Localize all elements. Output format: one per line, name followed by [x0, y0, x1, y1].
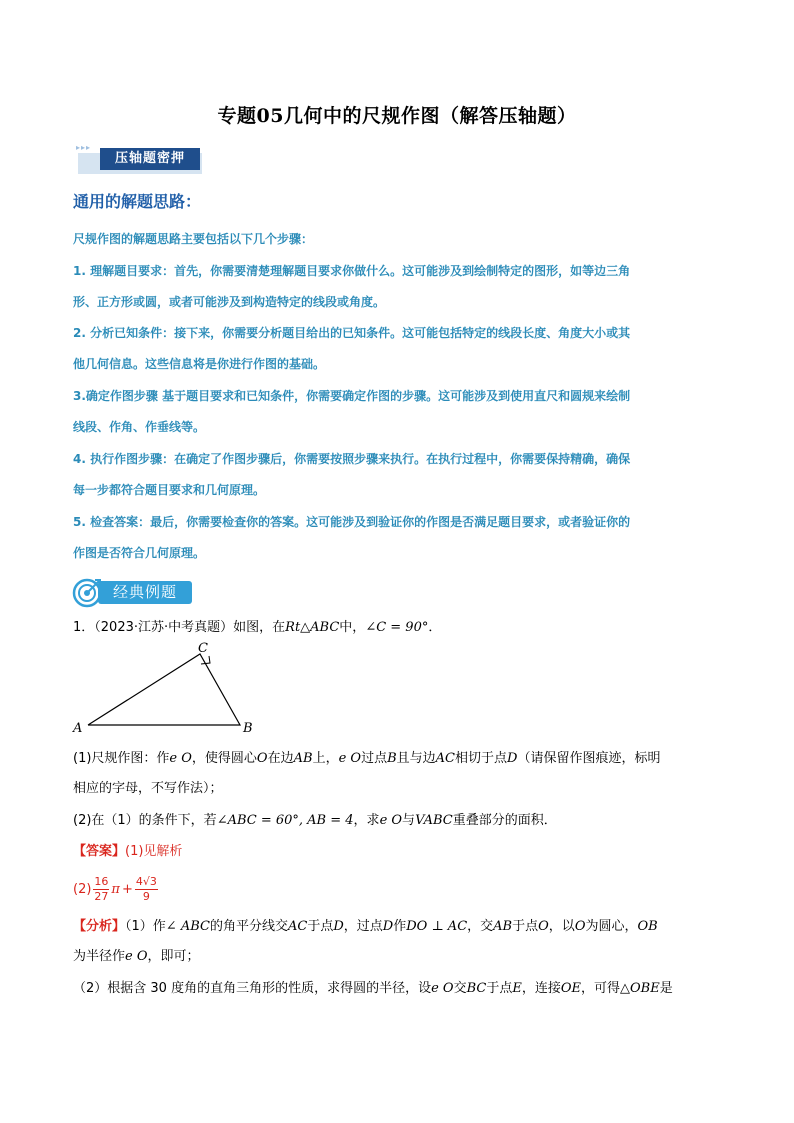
analysis-text: 于点 [307, 919, 334, 934]
segment-ob: OB [637, 919, 658, 934]
circle-o-symbol: e O [338, 751, 362, 766]
answer-part-2-prefix: (2) [73, 881, 92, 897]
analysis-text: 于点 [512, 919, 539, 934]
point-b: B [387, 751, 397, 766]
part1-text: (1)尺规作图：作 [73, 751, 170, 766]
step-1 [73, 256, 725, 318]
step-3-line1: 3.确定作图步骤 基于题目要求和已知条件，你需要确定作图的步骤。这可能涉及到使用直尺和圆规来绘制 [73, 389, 631, 403]
fraction-16-27 [93, 875, 109, 904]
triangle-figure [70, 640, 270, 740]
point-o: O [538, 919, 549, 934]
point-d: D [382, 919, 394, 934]
secret-banner [74, 142, 214, 178]
step-4 [73, 444, 725, 506]
analysis-label: 【分析】 [73, 919, 126, 934]
analysis-text: （1）作 [125, 919, 166, 934]
segment-ab: AB [493, 919, 513, 934]
point-d: D [333, 919, 344, 934]
part2-text: 重叠部分的面积． [452, 813, 557, 828]
examples-banner [72, 577, 202, 609]
point-e: E [512, 981, 522, 996]
perpendicular-do-ac: DO ⊥ AC [406, 919, 468, 934]
analysis-part-2 [73, 974, 725, 1004]
part-1 [73, 744, 725, 804]
point-o: O [574, 919, 586, 934]
part1-text: 相切于点 [455, 751, 508, 766]
step-2-line1: 2. 分析已知条件：接下来，你需要分析题目给出的已知条件。这可能包括特定的线段长度、角度大小或其 [73, 326, 631, 340]
part1-text: ，使得圆心 [191, 751, 257, 766]
circle-o-symbol: e O [169, 751, 192, 766]
analysis-text: 的角平分线交 [209, 919, 288, 934]
analysis-text: （2）根据含 30 度角的直角三角形的性质，求得圆的半径，设 [73, 981, 432, 996]
segment-ac: AC [435, 751, 455, 766]
right-angle-condition: ∠C = 90° [365, 620, 429, 635]
analysis-text: 作 [393, 919, 407, 934]
intro-text: 尺规作图的解题思路主要包括以下几个步骤： [73, 232, 314, 246]
examples-banner-label: 经典例题 [98, 581, 192, 604]
analysis-text: 是 [659, 981, 673, 996]
triangle-symbol: VABC [415, 813, 453, 828]
problem-source: （2023·江苏·中考真题） [94, 620, 234, 635]
answer-line-2 [73, 872, 158, 906]
step-5 [73, 507, 725, 569]
step-2-line2: 他几何信息。这些信息将是你进行作图的基础。 [73, 357, 326, 371]
circle-o-symbol: e O [431, 981, 454, 996]
vertex-a-label: A [73, 721, 83, 736]
step-5-line2: 作图是否符合几何原理。 [73, 546, 206, 560]
fraction-denominator: 9 [142, 889, 150, 903]
problem-end: ． [428, 620, 442, 635]
segment-ac: AC [287, 919, 308, 934]
arrow-dots-icon: ▸▸▸ [76, 143, 92, 152]
analysis-text: 交 [453, 981, 467, 996]
analysis-text: ，过点 [343, 919, 383, 934]
part2-text: ，求 [353, 813, 380, 828]
answer-label: 【答案】 [73, 844, 126, 859]
segment-oe: OE [560, 981, 582, 996]
point-o: O [256, 751, 268, 766]
circle-o-symbol: e O [379, 813, 403, 828]
step-4-line1: 4. 执行作图步骤：在确定了作图步骤后，你需要按照步骤来执行。在执行过程中，你需要保持精确，确保 [73, 452, 631, 466]
part2-text: 与 [402, 813, 416, 828]
problem-text: 如图，在 [233, 620, 286, 635]
triangle-abc [88, 654, 240, 725]
answer-part-1: (1)见解析 [125, 844, 183, 859]
step-3 [73, 381, 725, 443]
analysis-part-1 [73, 912, 725, 972]
page-title: 专题05几何中的尺规作图（解答压轴题） [217, 105, 577, 127]
segment-bc: BC [466, 981, 487, 996]
part1-text: （请保留作图痕迹，标明 [517, 751, 661, 766]
rt-triangle: Rt△ABC [285, 620, 340, 635]
analysis-text: ，即可； [147, 949, 200, 964]
analysis-text: ，以 [548, 919, 575, 934]
segment-ab: AB [293, 751, 313, 766]
part2-condition: ∠ABC = 60°, AB = 4 [216, 813, 354, 828]
step-1-line1: 1. 理解题目要求：首先，你需要清楚理解题目要求你做什么。这可能涉及到绘制特定的图形，如等边三角 [73, 264, 631, 278]
analysis-text: 为半径作 [73, 949, 126, 964]
plus-sign: + [121, 881, 133, 897]
part2-text: (2)在（1）的条件下，若 [73, 813, 217, 828]
step-2 [73, 318, 725, 380]
fraction-numerator: 16 [94, 874, 109, 888]
answer-line-1 [73, 837, 725, 867]
triangle-obe: △OBE [620, 981, 660, 996]
secret-banner-label: 压轴题密押 [100, 148, 200, 170]
vertex-c-label: C [198, 641, 208, 656]
part1-text: 上， [312, 751, 339, 766]
pi-symbol: π [111, 881, 120, 897]
analysis-text: ，连接 [521, 981, 561, 996]
analysis-text: ，交 [467, 919, 494, 934]
point-d: D [507, 751, 518, 766]
vertex-b-label: B [243, 721, 253, 736]
fraction-4root3-9 [135, 875, 158, 904]
step-5-line1: 5. 检查答案：最后，你需要检查你的答案。这可能涉及到验证你的作图是否满足题目要求，或者验证你的 [73, 515, 631, 529]
part-2 [73, 806, 725, 836]
angle-abc: ∠ ABC [165, 919, 210, 934]
part1-text: 过点 [361, 751, 388, 766]
analysis-text: 为圆心， [585, 919, 638, 934]
section-heading: 通用的解题思路： [73, 192, 202, 211]
part1-text: 且与边 [396, 751, 436, 766]
problem-number: 1． [73, 620, 95, 635]
analysis-text: 于点 [486, 981, 513, 996]
fraction-numerator: 4√3 [135, 874, 157, 888]
problem-statement [73, 613, 725, 643]
analysis-text: ，可得 [581, 981, 621, 996]
step-1-line2: 形、正方形或圆，或者可能涉及到构造特定的线段或角度。 [73, 295, 386, 309]
step-4-line2: 每一步都符合题目要求和几何原理。 [73, 483, 266, 497]
fraction-denominator: 27 [94, 889, 109, 903]
circle-o-symbol: e O [125, 949, 148, 964]
part1-line2: 相应的字母，不写作法）； [73, 781, 223, 796]
step-3-line2: 线段、作角、作垂线等。 [73, 420, 206, 434]
problem-text-2: 中， [339, 620, 366, 635]
part1-text: 在边 [267, 751, 294, 766]
